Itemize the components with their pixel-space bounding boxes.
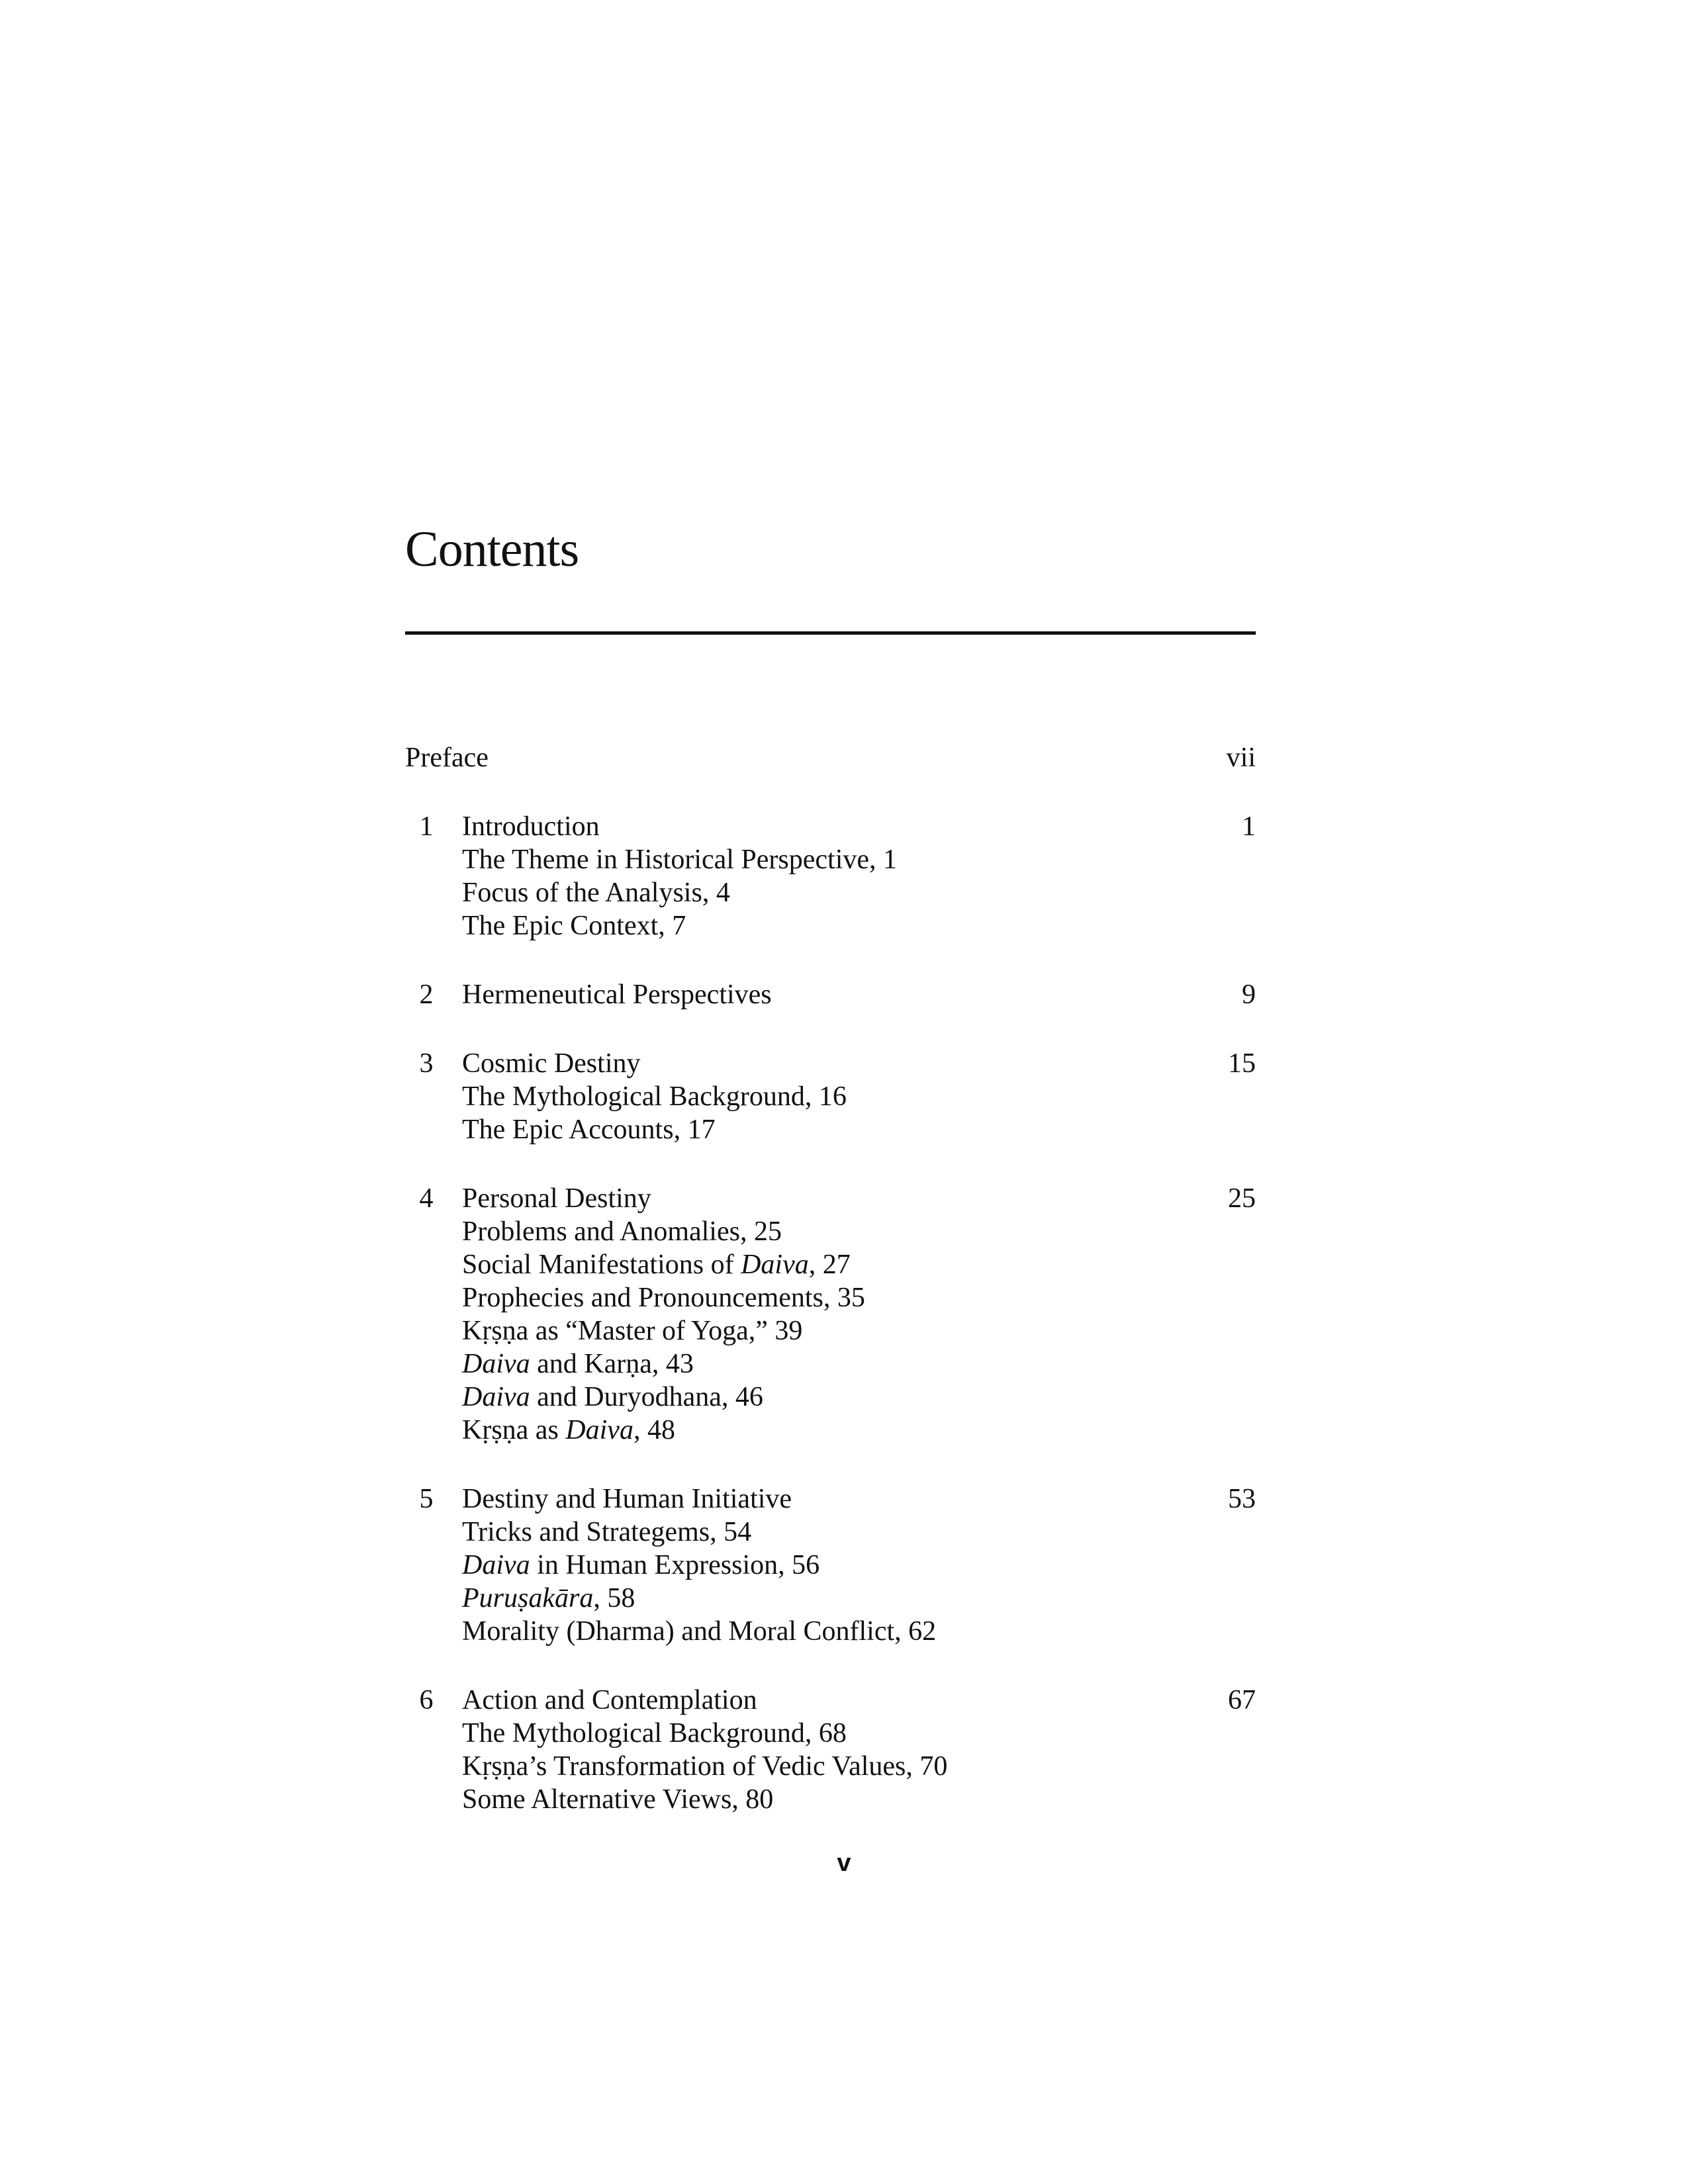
- section-text: Morality (Dharma) and Moral Conflict, 62: [462, 1616, 937, 1647]
- toc-chapter-4: [405, 1182, 1256, 1447]
- chapter-body: [462, 978, 1256, 1011]
- section-text: The Mythological Background, 68: [462, 1718, 847, 1749]
- chapter-page: 9: [1242, 979, 1256, 1010]
- chapter-title: Action and Contemplation: [462, 1685, 757, 1715]
- section-entry: [462, 1717, 1256, 1750]
- section-entry: [462, 1347, 1256, 1381]
- chapter-list: [405, 810, 1256, 1816]
- chapter-page: 67: [1228, 1685, 1256, 1715]
- toc-chapter-1: [405, 810, 1256, 942]
- toc-chapter-2: [405, 978, 1256, 1011]
- chapter-number: 1: [419, 811, 434, 842]
- section-text: Kṛṣṇa as: [462, 1415, 566, 1445]
- section-entry: [462, 1113, 1256, 1146]
- chapter-body: [462, 810, 1256, 942]
- section-entry: [462, 1248, 1256, 1281]
- section-text: Prophecies and Pronouncements, 35: [462, 1283, 865, 1313]
- section-entry: [462, 1215, 1256, 1248]
- page-folio: v: [837, 1849, 851, 1877]
- chapter-title: Hermeneutical Perspectives: [462, 979, 772, 1010]
- chapter-page: 53: [1228, 1484, 1256, 1514]
- section-italic-term: Daiva: [565, 1415, 633, 1445]
- chapter-number: 5: [419, 1484, 434, 1514]
- section-text: The Mythological Background, 16: [462, 1081, 847, 1112]
- chapter-body: [462, 1684, 1256, 1816]
- chapter-number: 2: [419, 979, 434, 1010]
- chapter-body: [462, 1047, 1256, 1146]
- table-of-contents: [405, 741, 1256, 1852]
- section-entry: [462, 1516, 1256, 1549]
- chapter-page: 25: [1228, 1183, 1256, 1214]
- section-italic-term: Daiva: [462, 1349, 530, 1379]
- section-entry: [462, 1750, 1256, 1783]
- chapter-page: 15: [1228, 1048, 1256, 1079]
- section-entry: [462, 1615, 1256, 1648]
- section-entry: [462, 1783, 1256, 1816]
- chapter-body: [462, 1182, 1256, 1447]
- section-entry: [462, 1381, 1256, 1414]
- section-italic-term: Daiva: [462, 1382, 530, 1412]
- section-text-tail: in Human Expression, 56: [530, 1550, 820, 1580]
- section-italic-term: Daiva: [741, 1250, 809, 1280]
- section-entry: [462, 1549, 1256, 1582]
- section-entry: [462, 1281, 1256, 1314]
- section-text: The Epic Accounts, 17: [462, 1115, 716, 1145]
- section-text: Focus of the Analysis, 4: [462, 878, 730, 908]
- section-entry: [462, 1414, 1256, 1447]
- section-entry: [462, 1314, 1256, 1347]
- section-text: Problems and Anomalies, 25: [462, 1216, 782, 1247]
- preface-page: vii: [1226, 743, 1256, 773]
- section-text: Tricks and Strategems, 54: [462, 1517, 752, 1547]
- chapter-number: 6: [419, 1685, 434, 1715]
- section-text: The Epic Context, 7: [462, 911, 686, 941]
- section-entry: [462, 1582, 1256, 1615]
- section-entry: [462, 1080, 1256, 1113]
- section-entry: [462, 843, 1256, 876]
- section-text-tail: , 48: [633, 1415, 675, 1445]
- chapter-page: 1: [1242, 811, 1256, 842]
- preface-title: Preface: [405, 743, 489, 773]
- chapter-number: 4: [419, 1183, 434, 1214]
- section-text: Kṛṣṇa’s Transformation of Vedic Values, 70: [462, 1751, 948, 1782]
- toc-chapter-3: [405, 1047, 1256, 1146]
- chapter-title: Destiny and Human Initiative: [462, 1484, 792, 1514]
- section-text-tail: , 58: [593, 1583, 635, 1614]
- chapter-title: Personal Destiny: [462, 1183, 651, 1214]
- chapter-title: Introduction: [462, 811, 600, 842]
- section-text-tail: , 27: [808, 1250, 851, 1280]
- section-text: The Theme in Historical Perspective, 1: [462, 844, 898, 875]
- section-entry: [462, 909, 1256, 942]
- section-text: Some Alternative Views, 80: [462, 1784, 774, 1815]
- chapter-number: 3: [419, 1048, 434, 1079]
- section-italic-term: Puruṣakāra: [462, 1583, 594, 1614]
- title-rule: [405, 631, 1256, 635]
- section-italic-term: Daiva: [462, 1550, 530, 1580]
- section-entry: [462, 876, 1256, 909]
- section-text: Kṛṣṇa as “Master of Yoga,” 39: [462, 1316, 803, 1346]
- section-text-tail: and Karṇa, 43: [530, 1349, 694, 1379]
- toc-chapter-5: [405, 1482, 1256, 1648]
- toc-chapter-6: [405, 1684, 1256, 1816]
- chapter-title: Cosmic Destiny: [462, 1048, 641, 1079]
- page-title: Contents: [405, 522, 579, 577]
- chapter-body: [462, 1482, 1256, 1648]
- toc-entry-preface: [405, 741, 1256, 774]
- section-text-tail: and Duryodhana, 46: [530, 1382, 763, 1412]
- section-text: Social Manifestations of: [462, 1250, 741, 1280]
